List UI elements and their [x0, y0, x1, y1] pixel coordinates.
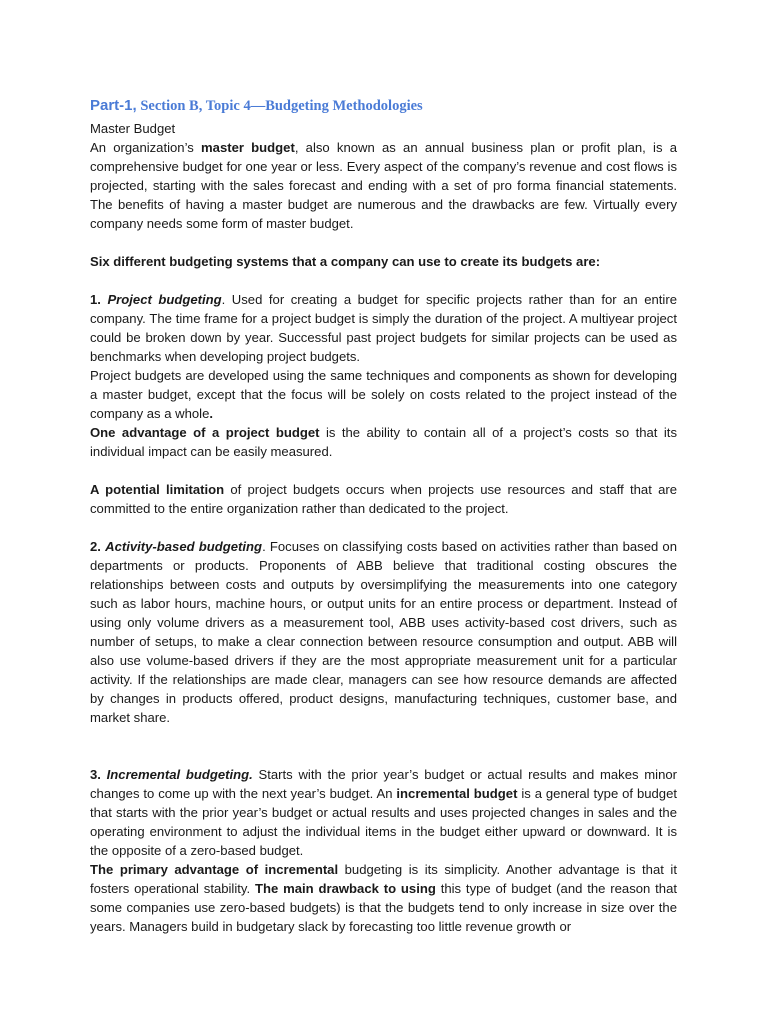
incremental-advantage-paragraph — [90, 860, 677, 936]
item-number: 2. — [90, 539, 106, 554]
part-label: Part-1, — [90, 97, 137, 114]
bold-term: One advantage of a project budget — [90, 425, 320, 440]
project-budgets-developed-paragraph — [90, 366, 677, 423]
item-number: 1. — [90, 292, 108, 307]
bold-term: The primary advantage of incremental — [90, 862, 339, 877]
bold-term: master budget — [201, 140, 295, 155]
project-advantage-paragraph — [90, 423, 677, 461]
topic-title: Section B, Topic 4—Budgeting Methodologies — [136, 98, 423, 114]
master-budget-paragraph — [90, 138, 677, 233]
text-run: budgeting is its simplicity. Another advantage is that it fosters operational stability. — [90, 862, 677, 896]
text-run: Project budgets are developed using the same techniques and components as shown for developing a master budget, except that the focus will be solely on costs related to the project instead of the company as a whole — [90, 368, 677, 421]
item-term: Activity-based budgeting — [105, 539, 263, 554]
text-run: An organization’s — [90, 140, 202, 155]
project-budgeting-paragraph — [90, 290, 677, 366]
section-heading — [90, 95, 677, 117]
bold-term: A potential limitation — [90, 482, 225, 497]
six-systems-heading — [90, 252, 677, 271]
bold-term: The main drawback to using — [254, 881, 436, 896]
item-term: Incremental budgeting. — [106, 767, 253, 782]
bold-term: incremental budget — [396, 786, 518, 801]
text-run: . Used for creating a budget for specific projects rather than for an entire company. The time frame for a project budget is simply the duration of the project. A multiyear project could be broken down by year. Successful past project budgets for similar projects can be used as benchmarks when developing project budgets. — [90, 292, 677, 364]
project-limitation-paragraph — [90, 480, 677, 518]
text-run: . — [209, 406, 214, 421]
master-budget-subtitle: Master Budget — [90, 121, 176, 136]
text-run: . Focuses on classifying costs based on activities rather than based on departments or products. Proponents of ABB believe that traditional costing obscures the relationships between costs and outputs by oversimplifying the measurements into one category such as labor hours, machine hours, or output units for an entire process or department. Instead of using only volume drivers as a measurement tool, ABB uses activity-based cost drivers, such as number of setups, to make a clear connection between resource consumption and output. ABB will also use volume-based drivers if they are the most appropriate measurement unit for a particular activity. If the relationships are made clear, managers can see how resource demands are affected by changes in products offered, product designs, manufacturing techniques, customer base, and market share. — [90, 539, 677, 725]
document-page — [90, 95, 677, 936]
text-run: is a general type of budget that starts with the prior year’s budget or actual results and uses projected changes in sales and the operating environment to adjust the individual items in the budget either upward or downward. It is the opposite of a zero-based budget. — [90, 786, 677, 858]
activity-based-budgeting-paragraph — [90, 537, 677, 727]
item-term: Project budgeting — [107, 292, 222, 307]
incremental-budgeting-paragraph — [90, 765, 677, 860]
item-number: 3. — [90, 767, 107, 782]
bold-heading-text: Six different budgeting systems that a company can use to create its budgets are: — [90, 254, 601, 269]
text-run: of project budgets occurs when projects use resources and staff that are committed to the entire organization rather than dedicated to the project. — [90, 482, 677, 516]
text-run: this type of budget (and the reason that some companies use zero-based budgets) is that the budgets tend to only increase in size over the years. Managers build in budgetary slack by forecasting too little revenue growth or — [90, 881, 677, 934]
text-run: , also known as an annual business plan or profit plan, is a comprehensive budget for one year or less. Every aspect of the company’s revenue and cost flows is projected, starting with the sales forecast and ending with a set of pro forma financial statements. The benefits of having a master budget are numerous and the drawbacks are few. Virtually every company needs some form of master budget. — [90, 140, 677, 231]
text-run: is the ability to contain all of a project’s costs so that its individual impact can be easily measured. — [90, 425, 677, 459]
text-run: Starts with the prior year’s budget or actual results and makes minor changes to come up with the next year’s budget. An — [90, 767, 677, 801]
